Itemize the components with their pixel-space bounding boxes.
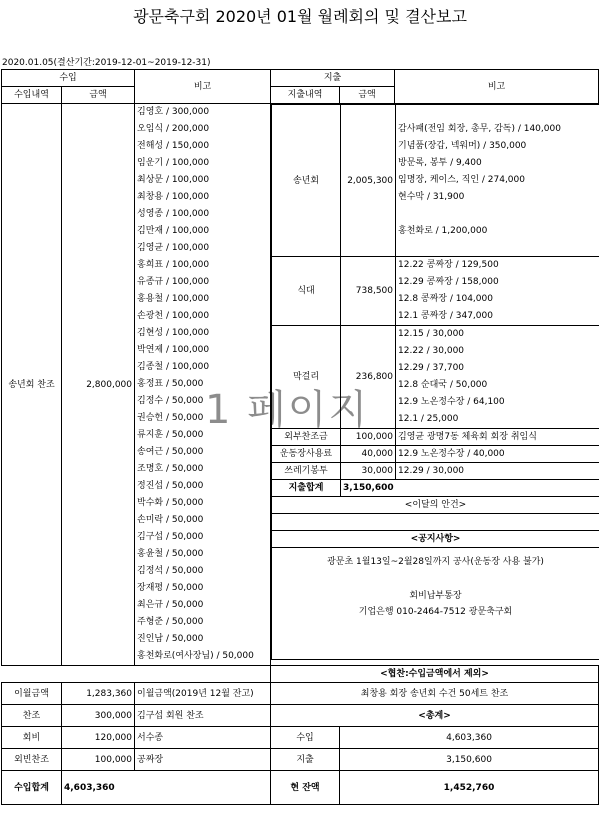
drink-note: 12.15 / 30,000 — [398, 329, 465, 339]
donor-entry: 김종철 / 100,000 — [137, 362, 210, 372]
field-expense-amount: 40,000 — [341, 446, 396, 463]
summary-income-value: 4,603,360 — [340, 727, 599, 749]
party-note: 홍천화로 / 1,200,000 — [398, 226, 488, 236]
donation-note: 김구섭 회원 찬조 — [135, 705, 271, 727]
donor-entry: 최상문 / 100,000 — [137, 175, 210, 185]
donation-item: 찬조 — [2, 705, 62, 727]
party-note: 기념품(장갑, 넥워머) / 350,000 — [398, 141, 527, 151]
donor-entry: 김영호 / 300,000 — [137, 107, 210, 117]
fee-amount: 120,000 — [62, 727, 135, 749]
donor-entry: 장재평 / 50,000 — [137, 583, 204, 593]
trash-expense-item: 쓰레기봉투 — [272, 463, 341, 480]
field-expense-item: 운동장사용료 — [272, 446, 341, 463]
donor-entry: 류지훈 / 50,000 — [137, 430, 204, 440]
meal-expense-amount: 738,500 — [341, 257, 396, 326]
income-amount-header: 금액 — [62, 87, 135, 104]
donor-entry: 조명호 / 50,000 — [137, 464, 204, 474]
donor-entry: 박수화 / 50,000 — [137, 498, 204, 508]
income-total-label: 수입합계 — [2, 771, 62, 805]
party-expense-item: 송년회 — [272, 105, 341, 257]
drink-note: 12.22 / 30,000 — [398, 346, 465, 356]
donor-entry: 성영종 / 100,000 — [137, 209, 210, 219]
balance-label: 현 잔액 — [271, 771, 340, 805]
notice-line-3: 기업은행 010-2464-7512 광문축구회 — [358, 607, 513, 617]
donor-entry: 송여근 / 50,000 — [137, 447, 204, 457]
carry-amount: 1,283,360 — [62, 683, 135, 705]
summary-label: <총계> — [271, 705, 599, 727]
balance-value: 1,452,760 — [340, 771, 599, 805]
summary-income-label: 수입 — [271, 727, 340, 749]
meal-note: 12.8 콩짜장 / 104,000 — [398, 294, 493, 304]
expense-note-header: 비고 — [395, 70, 599, 104]
drink-note: 12.1 / 25,000 — [398, 414, 459, 424]
donor-entry: 진인남 / 50,000 — [137, 634, 204, 644]
agenda-label: <이달의 안건> — [272, 497, 599, 514]
meal-note: 12.1 콩짜장 / 347,000 — [398, 311, 493, 321]
donor-entry: 최은규 / 50,000 — [137, 600, 204, 610]
sponsor-spacer — [2, 666, 271, 683]
donor-entry: 권승헌 / 50,000 — [137, 413, 204, 423]
agenda-blank — [272, 514, 599, 531]
donor-entry: 최창용 / 100,000 — [137, 192, 210, 202]
drink-expense-amount: 236,800 — [341, 326, 396, 429]
meal-expense-notes — [396, 257, 599, 326]
donor-entry: 홍윤철 / 50,000 — [137, 549, 204, 559]
party-note: 현수막 / 31,900 — [398, 192, 465, 202]
settlement-table — [1, 69, 599, 805]
donor-list — [135, 104, 271, 666]
expense-amount-header: 금액 — [340, 87, 395, 104]
fee-item: 회비 — [2, 727, 62, 749]
expense-total-amount: 3,150,600 — [341, 480, 599, 497]
notice-line-2: 회비납부통장 — [409, 591, 462, 601]
outside-expense-note: 김영균 광명7동 체육회 회장 취임식 — [396, 429, 599, 446]
donor-entry: 전해성 / 150,000 — [137, 141, 210, 151]
page-watermark: 1 페이지 — [205, 387, 370, 433]
income-header: 수입 — [2, 70, 135, 87]
donor-entry: 김영균 / 100,000 — [137, 243, 210, 253]
donor-entry: 박연제 / 100,000 — [137, 345, 210, 355]
notice-line-1: 광문초 1월13일~2월28일까지 공사(운동장 사용 불가) — [327, 557, 544, 567]
income-item-header: 수입내역 — [2, 87, 62, 104]
donor-entry: 김현성 / 100,000 — [137, 328, 210, 338]
settlement-sheet — [1, 69, 598, 814]
drink-note: 12.9 노온정수장 / 64,100 — [398, 397, 505, 407]
expense-header: 지출 — [271, 70, 395, 87]
party-expense-notes — [396, 105, 599, 257]
report-period: 2020.01.05(결산기간:2019-12-01~2019-12-31) — [2, 58, 211, 68]
donor-entry: 김만재 / 100,000 — [137, 226, 210, 236]
income-main-amount: 2,800,000 — [62, 104, 135, 666]
donor-entry: 홍희표 / 100,000 — [137, 260, 210, 270]
carry-item: 이월금액 — [2, 683, 62, 705]
donor-entry: 홍용철 / 100,000 — [137, 294, 210, 304]
party-note: 감사패(전임 회장, 총무, 감독) / 140,000 — [398, 124, 561, 134]
donor-entry: 손광천 / 100,000 — [137, 311, 210, 321]
carry-note: 이월금액(2019년 12월 잔고) — [135, 683, 271, 705]
outside-expense-item: 외부찬조금 — [272, 429, 341, 446]
notice-body — [272, 548, 599, 660]
ext-amount: 100,000 — [62, 749, 135, 771]
sponsor-label: <협찬:수입금액에서 제외> — [271, 666, 599, 683]
outside-expense-amount: 100,000 — [341, 429, 396, 446]
donor-entry: 주형준 / 50,000 — [137, 617, 204, 627]
donor-entry: 김정석 / 50,000 — [137, 566, 204, 576]
donor-entry: 김구섭 / 50,000 — [137, 532, 204, 542]
donor-entry: 홍천화로(여사장님) / 50,000 — [137, 651, 254, 661]
party-note: 임명장, 케이스, 직인 / 274,000 — [398, 175, 525, 185]
summary-expense-label: 지출 — [271, 749, 340, 771]
meal-note: 12.29 콩짜장 / 158,000 — [398, 277, 499, 287]
field-expense-note: 12.9 노온정수장 / 40,000 — [396, 446, 599, 463]
expense-item-header: 지출내역 — [271, 87, 340, 104]
party-expense-amount: 2,005,300 — [341, 105, 396, 257]
income-note-header: 비고 — [135, 70, 271, 104]
donor-entry: 임운기 / 100,000 — [137, 158, 210, 168]
party-note: 방문록, 봉투 / 9,400 — [398, 158, 482, 168]
expense-block — [271, 104, 599, 666]
drink-expense-item: 막걸리 — [272, 326, 341, 429]
sponsor-text: 최창용 회장 송년회 수건 50세트 찬조 — [271, 683, 599, 705]
drink-note: 12.29 / 37,700 — [398, 363, 465, 373]
income-main-item: 송년회 찬조 — [2, 104, 62, 666]
trash-expense-note: 12.29 / 30,000 — [396, 463, 599, 480]
expense-table — [271, 104, 599, 660]
fee-note: 서수종 — [135, 727, 271, 749]
income-total-amount: 4,603,360 — [62, 771, 271, 805]
donor-entry: 김정수 / 50,000 — [137, 396, 204, 406]
ext-item: 외빈찬조 — [2, 749, 62, 771]
donor-entry: 손미락 / 50,000 — [137, 515, 204, 525]
donation-amount: 300,000 — [62, 705, 135, 727]
ext-note: 공짜장 — [135, 749, 271, 771]
notice-label: <공지사항> — [272, 531, 599, 548]
drink-expense-notes — [396, 326, 599, 429]
meal-expense-item: 식대 — [272, 257, 341, 326]
expense-total-label: 지출합계 — [272, 480, 341, 497]
meal-note: 12.22 콩짜장 / 129,500 — [398, 260, 499, 270]
donor-entry: 유종규 / 100,000 — [137, 277, 210, 287]
trash-expense-amount: 30,000 — [341, 463, 396, 480]
drink-note: 12.8 순대국 / 50,000 — [398, 380, 488, 390]
summary-expense-value: 3,150,600 — [340, 749, 599, 771]
report-title: 광문축구회 2020년 01월 월례회의 및 결산보고 — [133, 7, 467, 26]
donor-entry: 정진섭 / 50,000 — [137, 481, 204, 491]
party-note — [398, 206, 597, 223]
donor-entry: 오임식 / 200,000 — [137, 124, 210, 134]
donor-entry: 홍정표 / 50,000 — [137, 379, 204, 389]
